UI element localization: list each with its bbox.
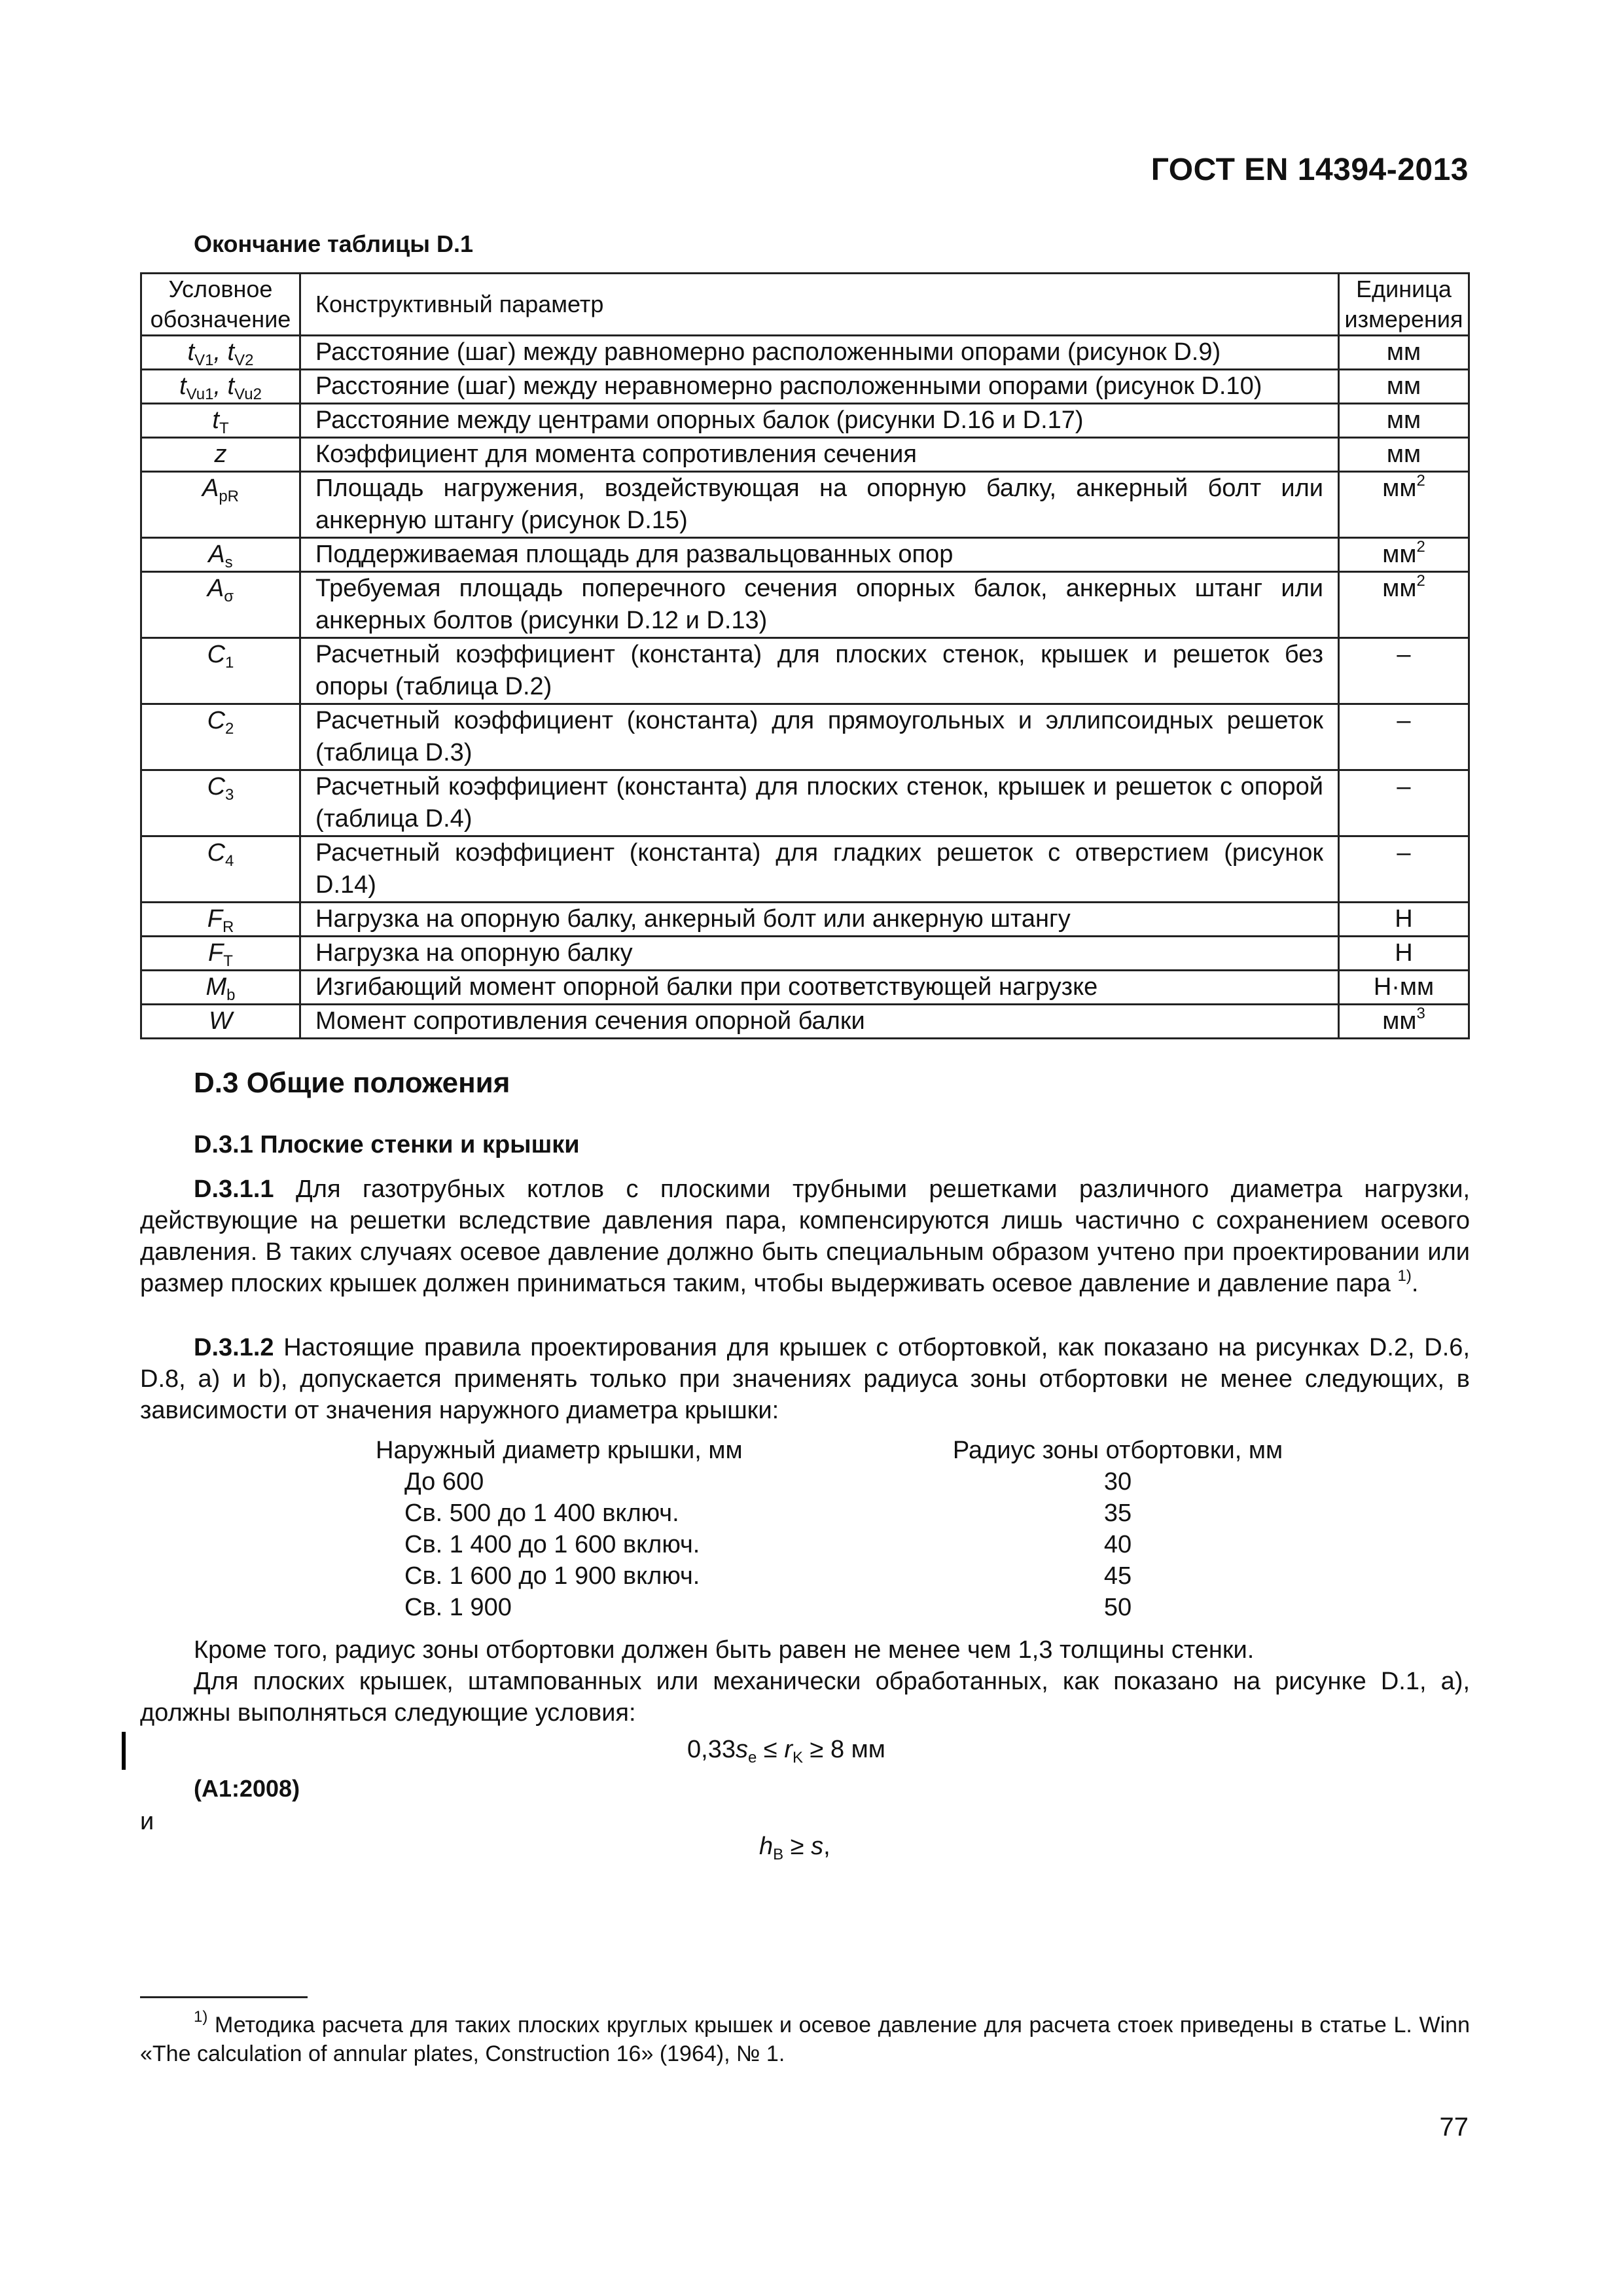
footnote — [140, 2008, 1470, 2068]
table-row — [141, 704, 1469, 770]
symbol-cell: $A_s$ — [141, 538, 300, 572]
radius-table-diameter: Св. 1 900 — [404, 1594, 512, 1621]
symbol-cell: W — [141, 1005, 300, 1039]
formula-condition-1: $0,33s_e \le r_K \ge 8$ мм — [687, 1736, 885, 1767]
unit-cell: Н — [1339, 937, 1469, 971]
parameter-cell: Расчетный коэффициент (константа) для плоских стенок, крышек и решеток с опорой (таблица D.4) — [300, 770, 1339, 836]
unit-cell: мм — [1339, 438, 1469, 472]
formula-condition-2: $h_B \ge s$, — [759, 1833, 830, 1863]
col-header-symbol: Условное обозначение — [141, 274, 300, 336]
col-header-unit: Единица измерения — [1339, 274, 1469, 336]
paragraph-d3-1-1: D.3.1.1 Для газотрубных котлов с плоскими трубными решетками различного диаметра нагрузки, действующие на решетки вследствие давления пара, компенсируются лишь частично с сохранением осевого давления. В таких случаях осевое давление должно быть специальным образом учтено при проектировании или размер плоских крышек должен приниматься таким, чтобы выдерживать осевое давление и давление пара $^{1)}$. — [140, 1175, 1471, 1297]
symbol-cell: $F_T$ — [141, 937, 300, 971]
footnote-mark: 1) — [194, 2008, 208, 2026]
paragraph-d3-1-2 — [140, 1332, 1470, 1426]
col-header-parameter: Конструктивный параметр — [300, 274, 1339, 336]
table-row — [141, 836, 1469, 903]
table-caption: Окончание таблицы D.1 — [194, 230, 473, 257]
page-number: 77 — [1439, 2113, 1469, 2142]
symbol-cell: $t_{Vu1}$, $t_{Vu2}$ — [141, 370, 300, 404]
section-title: D.3 Общие положения — [194, 1067, 510, 1099]
unit-cell: Н·мм — [1339, 971, 1469, 1005]
unit-cell: – — [1339, 704, 1469, 770]
radius-table-header-radius: Радиус зоны отбортовки, мм — [952, 1437, 1283, 1464]
parameter-cell: Поддерживаемая площадь для развальцованных опор — [300, 538, 1339, 572]
unit-cell: – — [1339, 770, 1469, 836]
parameter-table — [140, 272, 1470, 1039]
paragraph-number: D.3.1.1 — [194, 1175, 274, 1203]
parameter-cell: Площадь нагружения, воздействующая на опорную балку, анкерный болт или анкерную штангу (рисунок D.15) — [300, 472, 1339, 538]
symbol-cell: $t_T$ — [141, 404, 300, 438]
document-header: ГОСТ EN 14394-2013 — [1150, 152, 1469, 187]
table-row — [141, 572, 1469, 638]
symbol-cell: $A_{pR}$ — [141, 472, 300, 538]
radius-table-diameter: Св. 1 600 до 1 900 включ. — [404, 1562, 700, 1590]
table-row — [141, 404, 1469, 438]
symbol-cell: $F_R$ — [141, 903, 300, 937]
symbol-cell: $C_2$ — [141, 704, 300, 770]
radius-table-diameter: Св. 500 до 1 400 включ. — [404, 1499, 679, 1527]
paragraph-number: D.3.1.2 — [194, 1334, 274, 1361]
table-row — [141, 903, 1469, 937]
unit-cell: мм — [1339, 370, 1469, 404]
radius-table-diameter: Св. 1 400 до 1 600 включ. — [404, 1531, 700, 1558]
table-row — [141, 638, 1469, 704]
unit-cell: мм — [1339, 404, 1469, 438]
unit-cell: Н — [1339, 903, 1469, 937]
symbol-cell: $C_1$ — [141, 638, 300, 704]
table-header-row — [141, 274, 1469, 336]
radius-table-diameter: До 600 — [404, 1468, 484, 1496]
unit-cell: – — [1339, 836, 1469, 903]
parameter-cell: Нагрузка на опорную балку, анкерный болт или анкерную штангу — [300, 903, 1339, 937]
table-row — [141, 538, 1469, 572]
conjunction: и — [140, 1808, 154, 1835]
table-row — [141, 770, 1469, 836]
paragraph-text: Настоящие правила проектирования для крышек с отбортовкой, как показано на рисунках D.2, D.6, D.8, а) и b), допускается применять только при значениях радиуса зоны отбортовки не менее следующих, в зависимости от значения наружного диаметра крышки: — [140, 1334, 1470, 1424]
unit-cell: $мм^2$ — [1339, 572, 1469, 638]
parameter-cell: Изгибающий момент опорной балки при соответствующей нагрузке — [300, 971, 1339, 1005]
radius-table-radius: 45 — [1103, 1562, 1132, 1590]
footnote-ref: 1) — [1397, 1267, 1412, 1285]
parameter-cell: Расчетный коэффициент (константа) для прямоугольных и эллипсоидных решеток (таблица D.3) — [300, 704, 1339, 770]
table-row — [141, 937, 1469, 971]
paragraph-additional: Кроме того, радиус зоны отбортовки должен быть равен не менее чем 1,3 толщины стенки. — [194, 1636, 1255, 1664]
unit-cell: мм — [1339, 336, 1469, 370]
footnote-separator — [140, 1996, 308, 1998]
radius-table-radius: 40 — [1103, 1531, 1132, 1558]
parameter-cell: Расстояние (шаг) между неравномерно расположенными опорами (рисунок D.10) — [300, 370, 1339, 404]
radius-table-radius: 35 — [1103, 1499, 1132, 1527]
parameter-cell: Расстояние (шаг) между равномерно расположенными опорами (рисунок D.9) — [300, 336, 1339, 370]
parameter-cell: Расчетный коэффициент (константа) для гладких решеток с отверстием (рисунок D.14) — [300, 836, 1339, 903]
symbol-cell: $C_4$ — [141, 836, 300, 903]
symbol-cell: $C_3$ — [141, 770, 300, 836]
table-row — [141, 370, 1469, 404]
parameter-cell: Нагрузка на опорную балку — [300, 937, 1339, 971]
symbol-cell: $t_{V1}$, $t_{V2}$ — [141, 336, 300, 370]
unit-cell: $мм^3$ — [1339, 1005, 1469, 1039]
table-row — [141, 1005, 1469, 1039]
radius-table-header-diameter: Наружный диаметр крышки, мм — [376, 1437, 743, 1464]
table-row — [141, 472, 1469, 538]
paragraph-text: Для газотрубных котлов с плоскими трубными решетками различного диаметра нагрузки, действующие на решетки вследствие давления пара, компенсируются лишь частично с сохранением осевого давления. В таких случаях осевое давление должно быть специальным образом учтено при проектировании или размер плоских крышек должен приниматься таким, чтобы выдерживать осевое давление и давление пара — [140, 1175, 1471, 1297]
unit-cell: $мм^2$ — [1339, 538, 1469, 572]
parameter-cell: Расчетный коэффициент (константа) для плоских стенок, крышек и решеток без опоры (таблица D.2) — [300, 638, 1339, 704]
radius-table-radius: 30 — [1103, 1468, 1132, 1496]
table-row — [141, 438, 1469, 472]
radius-table-radius: 50 — [1103, 1594, 1132, 1621]
symbol-cell: $A_\sigma$ — [141, 572, 300, 638]
unit-cell: – — [1339, 638, 1469, 704]
parameter-cell: Коэффициент для момента сопротивления сечения — [300, 438, 1339, 472]
parameter-cell: Момент сопротивления сечения опорной балки — [300, 1005, 1339, 1039]
paragraph-conditions: Для плоских крышек, штампованных или механически обработанных, как показано на рисунке D.1, а), должны выполняться следующие условия: — [140, 1668, 1470, 1727]
symbol-cell: $M_b$ — [141, 971, 300, 1005]
parameter-cell: Требуемая площадь поперечного сечения опорных балок, анкерных штанг или анкерных болтов (рисунки D.12 и D.13) — [300, 572, 1339, 638]
change-bar — [122, 1732, 126, 1770]
footnote-text: Методика расчета для таких плоских круглых крышек и осевое давление для расчета стоек приведены в статье L. Winn «The calculation of annular plates, Construction 16» (1964), № 1. — [140, 2013, 1470, 2066]
table-row — [141, 336, 1469, 370]
amendment-label: (А1:2008) — [194, 1775, 300, 1802]
table-row — [141, 971, 1469, 1005]
symbol-cell: z — [141, 438, 300, 472]
subsection-title: D.3.1 Плоские стенки и крышки — [194, 1131, 580, 1158]
unit-cell: $мм^2$ — [1339, 472, 1469, 538]
parameter-cell: Расстояние между центрами опорных балок (рисунки D.16 и D.17) — [300, 404, 1339, 438]
